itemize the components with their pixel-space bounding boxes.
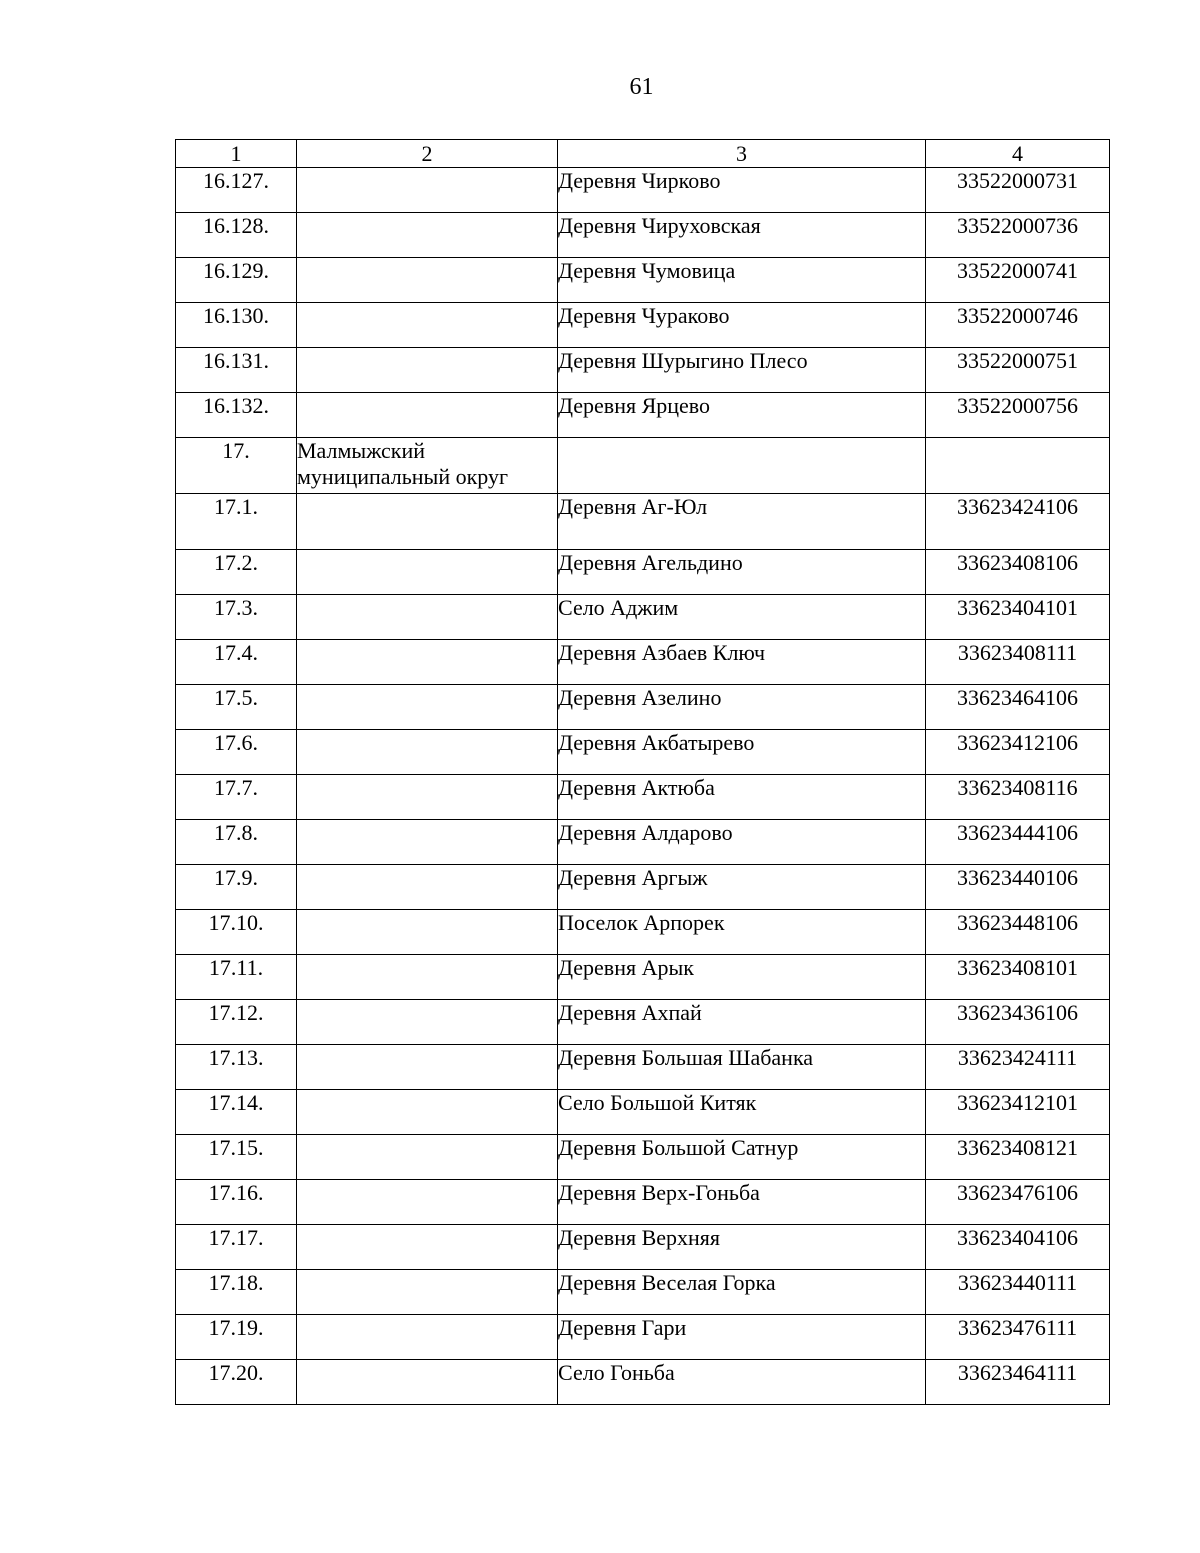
settlement-name-cell: Деревня Верхняя [558, 1225, 926, 1270]
settlement-name-cell: Село Большой Китяк [558, 1090, 926, 1135]
district-cell [297, 775, 558, 820]
row-number-cell: 17.18. [176, 1270, 297, 1315]
table-header-row [176, 140, 1110, 168]
settlement-name-cell: Деревня Азелино [558, 685, 926, 730]
row-number-cell: 17.6. [176, 730, 297, 775]
oktmo-code-cell [926, 438, 1110, 494]
oktmo-code-cell: 33623464106 [926, 685, 1110, 730]
table-row [176, 494, 1110, 550]
settlement-name-cell [558, 438, 926, 494]
oktmo-code-cell: 33623440106 [926, 865, 1110, 910]
oktmo-code-cell: 33623444106 [926, 820, 1110, 865]
page-number: 61 [629, 74, 654, 100]
settlements-table [175, 139, 1110, 1405]
row-number-cell: 17.19. [176, 1315, 297, 1360]
table-row [176, 1045, 1110, 1090]
row-number-cell: 17.13. [176, 1045, 297, 1090]
row-number-cell: 16.130. [176, 303, 297, 348]
settlement-name-cell: Деревня Азбаев Ключ [558, 640, 926, 685]
oktmo-code-cell: 33522000731 [926, 168, 1110, 213]
settlement-name-cell: Деревня Большой Сатнур [558, 1135, 926, 1180]
oktmo-code-cell: 33623424106 [926, 494, 1110, 550]
table-row [176, 550, 1110, 595]
oktmo-code-cell: 33623424111 [926, 1045, 1110, 1090]
district-cell [297, 1045, 558, 1090]
table-row [176, 1000, 1110, 1045]
settlement-name-cell: Деревня Шурыгино Плесо [558, 348, 926, 393]
settlement-name-cell: Деревня Аргыж [558, 865, 926, 910]
district-cell [297, 730, 558, 775]
table-row [176, 1315, 1110, 1360]
district-cell [297, 168, 558, 213]
district-cell [297, 1090, 558, 1135]
row-number-cell: 16.127. [176, 168, 297, 213]
row-number-cell: 17.15. [176, 1135, 297, 1180]
oktmo-code-cell: 33623404106 [926, 1225, 1110, 1270]
district-cell [297, 1360, 558, 1405]
settlement-name-cell: Деревня Ярцево [558, 393, 926, 438]
row-number-cell: 17.14. [176, 1090, 297, 1135]
table-row [176, 820, 1110, 865]
row-number-cell: 17.9. [176, 865, 297, 910]
oktmo-code-cell: 33623476111 [926, 1315, 1110, 1360]
table-row [176, 640, 1110, 685]
district-cell [297, 258, 558, 303]
oktmo-code-cell: 33623440111 [926, 1270, 1110, 1315]
district-cell [297, 640, 558, 685]
settlement-name-cell: Деревня Ахпай [558, 1000, 926, 1045]
column-header-4: 4 [926, 140, 1110, 168]
table-row [176, 955, 1110, 1000]
oktmo-code-cell: 33623408116 [926, 775, 1110, 820]
settlement-name-cell: Деревня Чирково [558, 168, 926, 213]
oktmo-code-cell: 33623412101 [926, 1090, 1110, 1135]
oktmo-code-cell: 33623408106 [926, 550, 1110, 595]
oktmo-code-cell: 33623464111 [926, 1360, 1110, 1405]
table-row [176, 865, 1110, 910]
table-row [176, 348, 1110, 393]
district-cell [297, 1000, 558, 1045]
settlement-name-cell: Деревня Гари [558, 1315, 926, 1360]
settlement-name-cell: Деревня Большая Шабанка [558, 1045, 926, 1090]
table-row [176, 910, 1110, 955]
district-cell [297, 550, 558, 595]
oktmo-code-cell: 33623408111 [926, 640, 1110, 685]
settlement-name-cell: Деревня Аг-Юл [558, 494, 926, 550]
row-number-cell: 17.17. [176, 1225, 297, 1270]
oktmo-code-cell: 33623404101 [926, 595, 1110, 640]
settlement-name-cell: Деревня Алдарово [558, 820, 926, 865]
row-number-cell: 17.2. [176, 550, 297, 595]
row-number-cell: 17.1. [176, 494, 297, 550]
settlement-name-cell: Деревня Акбатырево [558, 730, 926, 775]
oktmo-code-cell: 33623448106 [926, 910, 1110, 955]
district-cell [297, 213, 558, 258]
table-row [176, 1360, 1110, 1405]
settlement-name-cell: Деревня Чумовица [558, 258, 926, 303]
row-number-cell: 16.128. [176, 213, 297, 258]
district-cell [297, 1225, 558, 1270]
district-cell [297, 1180, 558, 1225]
district-cell [297, 348, 558, 393]
table-row [176, 303, 1110, 348]
row-number-cell: 17.3. [176, 595, 297, 640]
table-row [176, 730, 1110, 775]
oktmo-code-cell: 33522000741 [926, 258, 1110, 303]
row-number-cell: 17.16. [176, 1180, 297, 1225]
oktmo-code-cell: 33522000736 [926, 213, 1110, 258]
district-cell [297, 303, 558, 348]
district-cell [297, 685, 558, 730]
district-cell [297, 910, 558, 955]
row-number-cell: 17.20. [176, 1360, 297, 1405]
settlement-name-cell: Деревня Чураково [558, 303, 926, 348]
settlement-name-cell: Деревня Верх-Гоньба [558, 1180, 926, 1225]
oktmo-code-cell: 33623436106 [926, 1000, 1110, 1045]
table-row [176, 775, 1110, 820]
settlement-name-cell: Деревня Чируховская [558, 213, 926, 258]
settlement-name-cell: Деревня Арык [558, 955, 926, 1000]
table-row [176, 1225, 1110, 1270]
oktmo-code-cell: 33623408121 [926, 1135, 1110, 1180]
settlement-name-cell: Поселок Арпорек [558, 910, 926, 955]
oktmo-code-cell: 33623412106 [926, 730, 1110, 775]
table-row [176, 393, 1110, 438]
row-number-cell: 17.12. [176, 1000, 297, 1045]
district-cell [297, 595, 558, 640]
row-number-cell: 17. [176, 438, 297, 494]
district-cell [297, 1135, 558, 1180]
column-header-1: 1 [176, 140, 297, 168]
table-row [176, 1180, 1110, 1225]
district-cell [297, 1270, 558, 1315]
table-row [176, 168, 1110, 213]
row-number-cell: 17.7. [176, 775, 297, 820]
oktmo-code-cell: 33522000756 [926, 393, 1110, 438]
district-cell [297, 494, 558, 550]
column-header-2: 2 [297, 140, 558, 168]
row-number-cell: 16.132. [176, 393, 297, 438]
oktmo-code-cell: 33623408101 [926, 955, 1110, 1000]
table-row [176, 438, 1110, 494]
table-row [176, 258, 1110, 303]
district-cell: Малмыжский муниципальный округ [297, 438, 558, 494]
district-cell [297, 955, 558, 1000]
row-number-cell: 17.8. [176, 820, 297, 865]
settlement-name-cell: Деревня Агельдино [558, 550, 926, 595]
table-row [176, 213, 1110, 258]
table-row [176, 1135, 1110, 1180]
settlement-name-cell: Село Аджим [558, 595, 926, 640]
row-number-cell: 17.10. [176, 910, 297, 955]
row-number-cell: 17.11. [176, 955, 297, 1000]
district-cell [297, 1315, 558, 1360]
district-cell [297, 820, 558, 865]
row-number-cell: 17.5. [176, 685, 297, 730]
row-number-cell: 17.4. [176, 640, 297, 685]
oktmo-code-cell: 33623476106 [926, 1180, 1110, 1225]
table-row [176, 595, 1110, 640]
settlement-name-cell: Село Гоньба [558, 1360, 926, 1405]
table-row [176, 1270, 1110, 1315]
oktmo-code-cell: 33522000746 [926, 303, 1110, 348]
table-row [176, 685, 1110, 730]
oktmo-code-cell: 33522000751 [926, 348, 1110, 393]
settlement-name-cell: Деревня Актюба [558, 775, 926, 820]
district-cell [297, 865, 558, 910]
table-body [176, 168, 1110, 1405]
table-row [176, 1090, 1110, 1135]
row-number-cell: 16.131. [176, 348, 297, 393]
row-number-cell: 16.129. [176, 258, 297, 303]
settlement-name-cell: Деревня Веселая Горка [558, 1270, 926, 1315]
district-cell [297, 393, 558, 438]
column-header-3: 3 [558, 140, 926, 168]
